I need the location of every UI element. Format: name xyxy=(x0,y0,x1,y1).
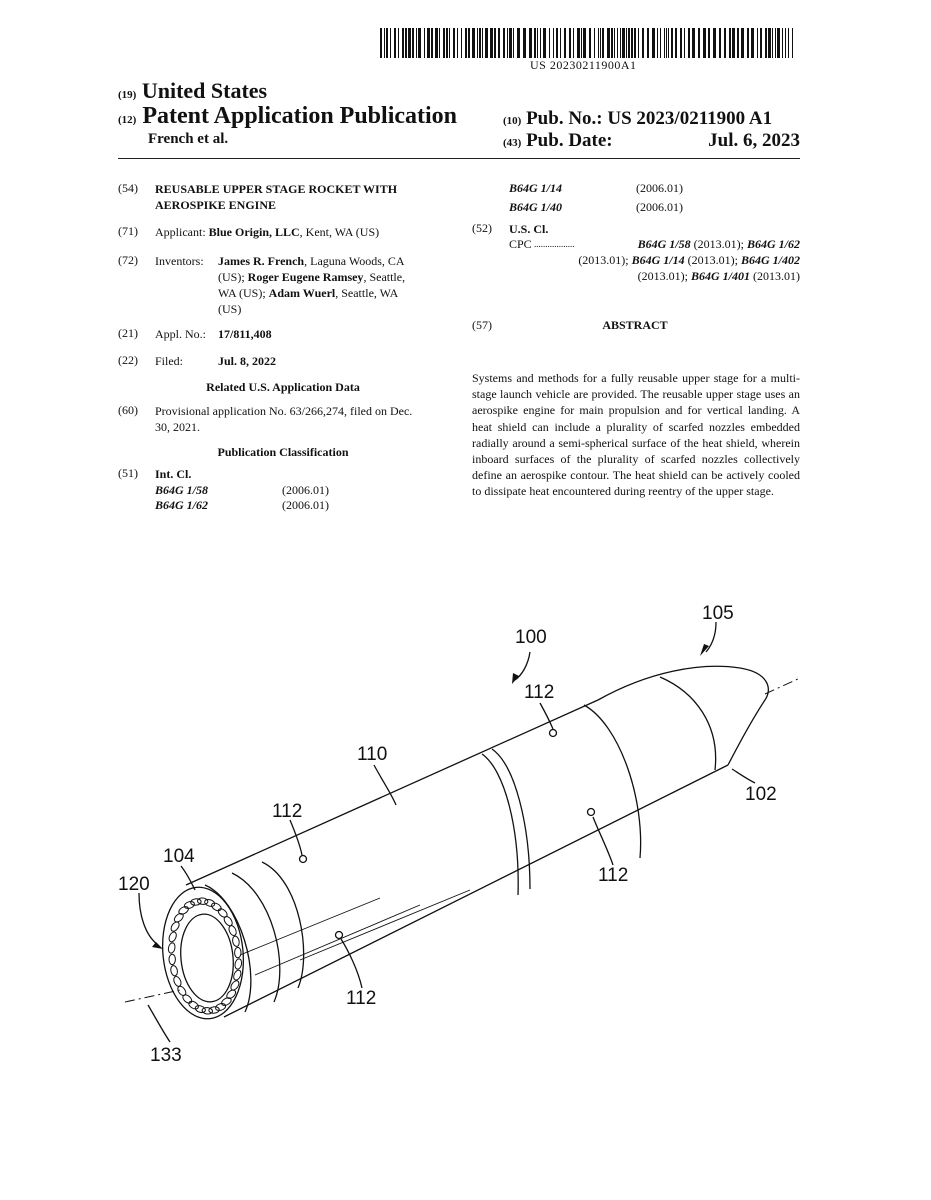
intcl-year-3: (2006.01) xyxy=(636,181,683,195)
barcode-bar xyxy=(664,28,665,58)
barcode-bar xyxy=(408,28,411,58)
barcode-bar xyxy=(482,28,483,58)
barcode-bar xyxy=(540,28,541,58)
barcode-bar xyxy=(494,28,496,58)
barcode-bar xyxy=(713,28,716,58)
pub-date xyxy=(503,130,800,152)
scarfed-nozzle xyxy=(168,931,178,943)
barcode-bar xyxy=(657,28,658,58)
barcode-bar xyxy=(741,28,744,58)
barcode-bar xyxy=(398,28,399,58)
leader-133 xyxy=(148,1005,170,1042)
barcode-bar xyxy=(380,28,382,58)
label-112-top: 112 xyxy=(524,682,555,703)
appl-code: (21) xyxy=(118,326,138,340)
barcode-bar xyxy=(668,28,669,58)
inventor-1-name: James R. French xyxy=(218,254,305,268)
cpc-3b: B64G 1/401 xyxy=(690,269,750,283)
country-name: United States xyxy=(141,78,268,103)
pubdate-value: Jul. 6, 2023 xyxy=(708,130,800,151)
barcode-bar xyxy=(384,28,385,58)
uscl-code: (52) xyxy=(472,221,492,235)
pubno-label: Pub. No.: xyxy=(526,108,603,129)
barcode-bar xyxy=(553,28,554,58)
intcl-year-4: (2006.01) xyxy=(636,200,683,214)
scarfed-nozzle xyxy=(210,902,222,913)
barcode-bar xyxy=(583,28,586,58)
abstract-text: Systems and methods for a fully reusable upper stage for a multi-stage launch vehicle are provided. The reusable upper stage uses an aerospike engine for main propulsion and for vertical landing. A heat shield can include a plurality of scarfed nozzles embedded radially around a semi-spherical surface of the heat shield, wherein inboard surfaces of the plurality of scarfed nozzles collectively define an aerospike contour. The heat shield can be actively cooled to dissipate heat encountered during reentry of the upper stage. xyxy=(472,371,800,499)
barcode-bar xyxy=(719,28,721,58)
inventors-code: (72) xyxy=(118,253,138,267)
scarfed-nozzle xyxy=(234,958,242,970)
intcl-class-2: B64G 1/62 xyxy=(155,498,209,512)
provisional-line-2: 30, 2021. xyxy=(155,420,200,434)
title-code: (54) xyxy=(118,181,138,195)
port-112-left xyxy=(300,856,307,863)
applicant-label: Applicant: xyxy=(155,225,206,239)
title-line-2: AEROSPIKE ENGINE xyxy=(155,198,277,212)
title-line-1: REUSABLE UPPER STAGE ROCKET WITH xyxy=(155,182,398,196)
cpc-2a: (2013.01); xyxy=(578,253,632,267)
barcode-bar xyxy=(598,28,599,58)
barcode-bar xyxy=(788,28,789,58)
barcode-bar xyxy=(427,28,430,58)
barcode-bar xyxy=(772,28,773,58)
barcode-bar xyxy=(416,28,417,58)
cpc-dots: .................. xyxy=(534,239,575,249)
barcode-bar xyxy=(724,28,726,58)
pubdate-code: (43) xyxy=(503,137,522,149)
barcode-bar xyxy=(614,28,615,58)
barcode-bar xyxy=(620,28,621,58)
section-ring-1 xyxy=(482,754,518,895)
section-ring-3 xyxy=(584,705,641,858)
nose-cone-outline xyxy=(598,666,768,765)
barcode-bar xyxy=(477,28,478,58)
inventors-line-4: (US) xyxy=(218,302,242,316)
barcode-bar xyxy=(594,28,595,58)
cpc-1c: B64G 1/62 xyxy=(746,237,800,251)
barcode-bar xyxy=(386,28,388,58)
scarfed-nozzle xyxy=(173,912,185,924)
pub-number xyxy=(503,108,772,130)
scarfed-nozzle xyxy=(169,954,175,964)
barcode-bar xyxy=(529,28,532,58)
barcode-bar xyxy=(652,28,655,58)
barcode-bar xyxy=(675,28,677,58)
publication-type-heading xyxy=(118,103,457,130)
cpc-2d: B64G 1/402 xyxy=(740,253,800,267)
filed-label: Filed: xyxy=(155,354,184,368)
barcode-bar xyxy=(418,28,421,58)
inventor-2-name: Roger Eugene Ramsey xyxy=(247,270,364,284)
barcode-bar xyxy=(581,28,582,58)
cpc-1b: (2013.01); xyxy=(690,237,747,251)
barcode-bar xyxy=(468,28,470,58)
scarfed-nozzle xyxy=(170,965,178,977)
inventors-label: Inventors: xyxy=(155,254,204,268)
barcode-bar xyxy=(435,28,438,58)
barcode-bar xyxy=(513,28,514,58)
barcode-bar xyxy=(543,28,546,58)
intcl-class-3: B64G 1/14 xyxy=(509,181,563,195)
barcode-bar xyxy=(431,28,433,58)
barcode-bar xyxy=(461,28,462,58)
barcode-bar xyxy=(405,28,407,58)
cpc-2c: (2013.01); xyxy=(684,253,741,267)
label-112-bottom: 112 xyxy=(346,988,377,1009)
label-112-mid: 112 xyxy=(598,865,629,886)
barcode-bar xyxy=(600,28,601,58)
barcode-bar xyxy=(573,28,574,58)
barcode-bar xyxy=(394,28,396,58)
applicant-location: , Kent, WA (US) xyxy=(299,225,380,239)
scarfed-nozzle xyxy=(232,969,242,981)
scarfed-nozzle xyxy=(181,993,193,1005)
barcode-bar xyxy=(660,28,661,58)
appl-number: 17/811,408 xyxy=(218,327,272,341)
barcode-bar xyxy=(507,28,508,58)
inventors-list xyxy=(218,253,405,317)
publication-classification-heading: Publication Classification xyxy=(217,445,349,459)
uscl-label: U.S. Cl. xyxy=(509,222,549,236)
filed-code: (22) xyxy=(118,353,138,367)
barcode-bar xyxy=(490,28,493,58)
barcode-bar xyxy=(465,28,467,58)
barcode-bar xyxy=(634,28,636,58)
barcode-bar xyxy=(626,28,627,58)
nose-joint-line xyxy=(660,677,716,770)
barcode-bar xyxy=(729,28,731,58)
cpc-line-1 xyxy=(638,236,800,252)
barcode-bar xyxy=(698,28,700,58)
barcode-bar xyxy=(622,28,625,58)
barcode-bar xyxy=(785,28,786,58)
barcode-bar xyxy=(534,28,536,58)
centerline-fore xyxy=(765,678,800,694)
title xyxy=(155,181,397,213)
barcode-bar xyxy=(453,28,455,58)
applicant-name: Blue Origin, LLC xyxy=(208,225,300,239)
barcode-bar xyxy=(472,28,475,58)
barcode-bar xyxy=(523,28,526,58)
barcode-bar xyxy=(638,28,639,58)
applicant xyxy=(155,224,379,240)
leader-120 xyxy=(139,893,158,945)
barcode-bar xyxy=(666,28,667,58)
barcode-bar xyxy=(390,28,391,58)
provisional-code: (60) xyxy=(118,403,138,417)
barcode-bar xyxy=(498,28,500,58)
label-112-left: 112 xyxy=(272,801,303,822)
inventor-3-location: , Seattle, WA xyxy=(335,286,399,300)
section-ring-2 xyxy=(492,749,530,889)
inventor-1-location: , Laguna Woods, CA xyxy=(304,254,405,268)
barcode-bar xyxy=(688,28,690,58)
barcode-bar xyxy=(671,28,673,58)
scarfed-nozzle xyxy=(209,1006,220,1013)
label-100: 100 xyxy=(515,627,547,648)
abstract-code: (57) xyxy=(472,318,492,332)
provisional-application xyxy=(155,403,450,435)
barcode-bar xyxy=(479,28,481,58)
pubtype-name: Patent Application Publication xyxy=(142,103,458,129)
header-divider xyxy=(118,158,800,159)
shade-line-3 xyxy=(300,890,470,960)
barcode-bar xyxy=(577,28,580,58)
cpc-line-3 xyxy=(638,268,800,284)
barcode-bar xyxy=(549,28,550,58)
cpc-3a: (2013.01); xyxy=(637,269,691,283)
port-112-bottom xyxy=(336,932,343,939)
country-heading xyxy=(118,78,267,104)
intcl-code: (51) xyxy=(118,466,138,480)
rocket-body-top-edge xyxy=(186,700,598,885)
inventor-short: French et al. xyxy=(148,131,229,147)
barcode-bar xyxy=(424,28,425,58)
arrow-100 xyxy=(512,673,519,684)
barcode-bar xyxy=(517,28,520,58)
barcode-bar xyxy=(642,28,644,58)
cpc-label: CPC xyxy=(509,237,532,251)
barcode-bar xyxy=(765,28,767,58)
inventor-2-location: , Seattle, xyxy=(363,270,406,284)
barcode-bar xyxy=(647,28,649,58)
barcode-bar xyxy=(556,28,558,58)
scarfed-nozzle xyxy=(190,898,201,905)
barcode-bar xyxy=(703,28,706,58)
nozzle-teeth xyxy=(167,897,242,1014)
barcode-bar xyxy=(509,28,512,58)
inventor-3-name: Adam Wuerl xyxy=(268,286,336,300)
intcl-year-1: (2006.01) xyxy=(282,483,329,497)
label-104: 104 xyxy=(163,846,195,867)
barcode-bar xyxy=(564,28,566,58)
inventors-line-2-prefix: (US); xyxy=(218,270,248,284)
intcl-year-2: (2006.01) xyxy=(282,498,329,512)
country-code: (19) xyxy=(118,89,137,101)
barcode-bar xyxy=(589,28,591,58)
intcl-class-4: B64G 1/40 xyxy=(509,200,563,214)
scarfed-nozzle xyxy=(228,925,238,937)
cpc-3c: (2013.01) xyxy=(750,269,800,283)
barcode-bar xyxy=(611,28,613,58)
barcode-bar xyxy=(737,28,739,58)
barcode-bar xyxy=(684,28,685,58)
pubdate-label: Pub. Date: xyxy=(526,130,613,151)
shade-line-1 xyxy=(240,898,380,955)
barcode-bar xyxy=(631,28,633,58)
rocket-figure xyxy=(0,560,931,1080)
filed-date: Jul. 8, 2022 xyxy=(218,354,277,368)
barcode-bar xyxy=(775,28,776,58)
barcode-bar xyxy=(446,28,448,58)
scarfed-nozzle xyxy=(202,1007,213,1014)
cpc-1a: B64G 1/58 xyxy=(637,237,691,251)
scarfed-nozzle xyxy=(187,1000,199,1011)
scarfed-nozzle xyxy=(235,947,241,957)
barcode-bar xyxy=(569,28,571,58)
barcode-bar xyxy=(449,28,450,58)
appl-label: Appl. No.: xyxy=(155,327,206,341)
scarfed-nozzle xyxy=(172,975,182,987)
pubtype-code: (12) xyxy=(118,114,137,126)
barcode-number: US 20230211900A1 xyxy=(530,58,637,72)
label-102: 102 xyxy=(745,784,777,805)
inventors-line-3-prefix: WA (US); xyxy=(218,286,269,300)
related-data-heading: Related U.S. Application Data xyxy=(206,380,360,394)
barcode-bar xyxy=(751,28,754,58)
leader-102 xyxy=(732,769,755,783)
barcode-bar xyxy=(607,28,610,58)
label-120: 120 xyxy=(118,874,150,895)
cpc-line-2 xyxy=(578,252,800,268)
barcode-bar xyxy=(680,28,682,58)
barcode-bar xyxy=(732,28,735,58)
cpc-2b: B64G 1/14 xyxy=(631,253,685,267)
port-112-top xyxy=(550,730,557,737)
barcode-bar xyxy=(485,28,488,58)
label-105: 105 xyxy=(702,603,734,624)
barcode-bar xyxy=(708,28,710,58)
intcl-class-1: B64G 1/58 xyxy=(155,483,209,497)
barcode-bar xyxy=(412,28,414,58)
barcode-bar xyxy=(792,28,793,58)
barcode-bar xyxy=(768,28,771,58)
barcode-bar xyxy=(760,28,762,58)
barcode-bar xyxy=(503,28,505,58)
centerline-aft xyxy=(125,990,180,1002)
abstract-heading: ABSTRACT xyxy=(602,318,668,332)
pubno-value: US 2023/0211900 A1 xyxy=(607,108,773,129)
scarfed-nozzle xyxy=(169,921,180,933)
leader-112-bottom xyxy=(341,939,362,988)
barcode-bar xyxy=(560,28,561,58)
scarfed-nozzle xyxy=(232,936,240,948)
scarfed-nozzle xyxy=(197,897,208,904)
provisional-line-1: Provisional application No. 63/266,274, filed on Dec. xyxy=(155,404,413,418)
barcode-bar xyxy=(628,28,630,58)
barcode-bar xyxy=(439,28,440,58)
barcode-bar xyxy=(443,28,445,58)
scarfed-nozzle xyxy=(177,905,189,916)
barcode-bar xyxy=(617,28,618,58)
barcode-bar xyxy=(602,28,604,58)
barcode-bar xyxy=(747,28,749,58)
barcode-bar xyxy=(402,28,404,58)
applicant-code: (71) xyxy=(118,224,138,238)
scarfed-nozzle xyxy=(167,942,175,954)
intcl-label: Int. Cl. xyxy=(155,467,192,481)
barcode-bar xyxy=(457,28,458,58)
label-110: 110 xyxy=(357,744,388,765)
barcode-bar xyxy=(782,28,783,58)
pubno-code: (10) xyxy=(503,115,522,127)
barcode-bar xyxy=(537,28,538,58)
barcode-bar xyxy=(692,28,695,58)
scarfed-nozzle xyxy=(217,907,229,919)
barcode-bar xyxy=(757,28,758,58)
barcode-bar xyxy=(777,28,780,58)
label-133: 133 xyxy=(150,1045,182,1066)
barcode xyxy=(380,28,800,58)
arrow-120 xyxy=(152,942,163,949)
port-112-mid xyxy=(588,809,595,816)
leader-104 xyxy=(181,866,195,890)
